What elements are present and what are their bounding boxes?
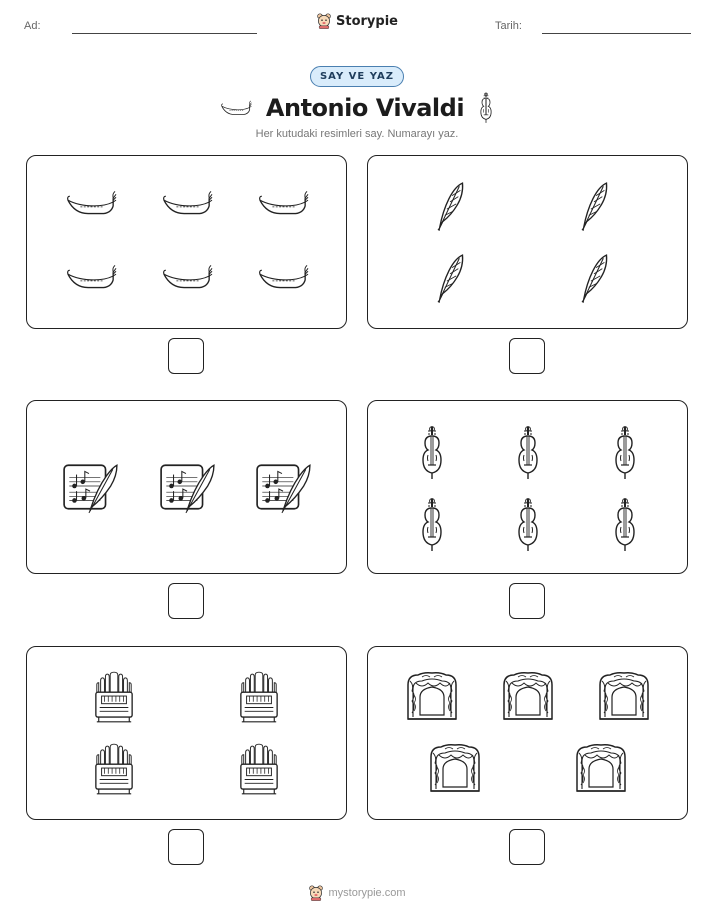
brand-logo bbox=[0, 13, 714, 29]
gondola-icon bbox=[161, 262, 213, 292]
gondola-icon bbox=[257, 188, 309, 218]
answer-box-violin[interactable] bbox=[509, 583, 545, 619]
brand-name: Storypie bbox=[336, 13, 398, 29]
violin-icon bbox=[514, 425, 542, 481]
quill-feather-icon bbox=[434, 252, 466, 304]
ornate-theater-stage-icon bbox=[575, 743, 627, 793]
violin-icon bbox=[514, 497, 542, 553]
count-box-stage bbox=[367, 646, 688, 820]
answer-box-organ[interactable] bbox=[168, 829, 204, 865]
mascot-icon bbox=[316, 13, 332, 29]
name-label: Ad: bbox=[24, 20, 41, 32]
violin-icon bbox=[611, 497, 639, 553]
page-title: Antonio Vivaldi bbox=[265, 94, 465, 122]
sheet-music-quill-icon bbox=[61, 459, 119, 515]
pipe-organ-icon bbox=[238, 743, 280, 795]
count-box-feather bbox=[367, 155, 688, 329]
gondola-icon bbox=[220, 99, 252, 117]
quill-feather-icon bbox=[578, 180, 610, 232]
answer-box-feather[interactable] bbox=[509, 338, 545, 374]
activity-badge: SAY VE YAZ bbox=[310, 66, 404, 87]
pipe-organ-icon bbox=[93, 671, 135, 723]
sheet-music-quill-icon bbox=[158, 459, 216, 515]
gondola-icon bbox=[257, 262, 309, 292]
sheet-music-quill-icon bbox=[254, 459, 312, 515]
ornate-theater-stage-icon bbox=[598, 671, 650, 721]
gondola-icon bbox=[65, 262, 117, 292]
violin-icon bbox=[418, 425, 446, 481]
date-label: Tarih: bbox=[495, 20, 522, 32]
answer-box-stage[interactable] bbox=[509, 829, 545, 865]
count-box-violin bbox=[367, 400, 688, 574]
pipe-organ-icon bbox=[93, 743, 135, 795]
footer-site[interactable]: mystorypie.com bbox=[328, 887, 406, 899]
date-line[interactable] bbox=[542, 33, 691, 34]
ornate-theater-stage-icon bbox=[429, 743, 481, 793]
title-row bbox=[0, 92, 714, 124]
answer-box-gondola[interactable] bbox=[168, 338, 204, 374]
gondola-icon bbox=[161, 188, 213, 218]
ornate-theater-stage-icon bbox=[502, 671, 554, 721]
gondola-icon bbox=[65, 188, 117, 218]
quill-feather-icon bbox=[578, 252, 610, 304]
mascot-icon bbox=[308, 885, 324, 901]
answer-box-sheet-music[interactable] bbox=[168, 583, 204, 619]
instruction-text: Her kutudaki resimleri say. Numarayı yaz. bbox=[255, 128, 459, 140]
violin-icon bbox=[611, 425, 639, 481]
name-line[interactable] bbox=[72, 33, 257, 34]
violin-icon bbox=[418, 497, 446, 553]
count-box-organ bbox=[26, 646, 347, 820]
count-box-gondola bbox=[26, 155, 347, 329]
count-box-sheet-music bbox=[26, 400, 347, 574]
ornate-theater-stage-icon bbox=[406, 671, 458, 721]
violin-icon bbox=[478, 92, 494, 124]
footer bbox=[0, 885, 714, 901]
quill-feather-icon bbox=[434, 180, 466, 232]
pipe-organ-icon bbox=[238, 671, 280, 723]
